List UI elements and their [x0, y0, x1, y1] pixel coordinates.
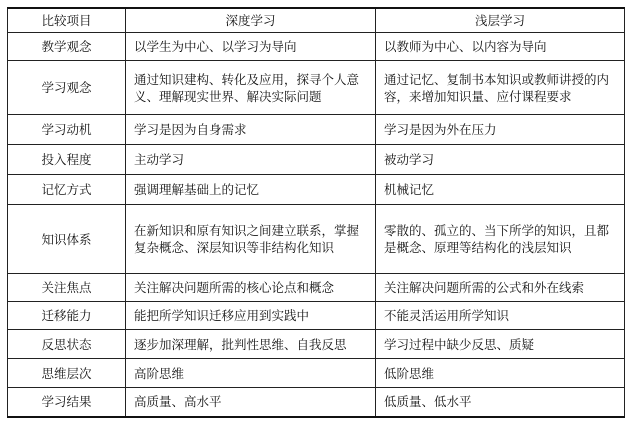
- row-item: 关注焦点: [8, 274, 126, 302]
- deep-vs-shallow-learning-table: [7, 7, 625, 418]
- comparison-table-container: [7, 7, 624, 418]
- table-row: [8, 61, 625, 115]
- row-shallow: 以教师为中心、以内容为导向: [376, 33, 625, 61]
- row-item: 迁移能力: [8, 302, 126, 330]
- table-row: [8, 388, 625, 417]
- header-deep-learning: 深度学习: [126, 8, 376, 33]
- row-deep: 强调理解基础上的记忆: [126, 175, 376, 205]
- row-item: 知识体系: [8, 205, 126, 274]
- table-row: [8, 115, 625, 145]
- row-shallow: 学习是因为外在压力: [376, 115, 625, 145]
- row-deep: 能把所学知识迁移应用到实践中: [126, 302, 376, 330]
- row-item: 记忆方式: [8, 175, 126, 205]
- row-item: 学习观念: [8, 61, 126, 115]
- table-row: [8, 330, 625, 359]
- row-deep: 在新知识和原有知识之间建立联系，掌握复杂概念、深层知识等非结构化知识: [126, 205, 376, 274]
- table-row: [8, 359, 625, 388]
- header-item: 比较项目: [8, 8, 126, 33]
- row-shallow: 低质量、低水平: [376, 388, 625, 417]
- table-row: [8, 274, 625, 302]
- row-item: 思维层次: [8, 359, 126, 388]
- table-row: [8, 205, 625, 274]
- row-deep: 主动学习: [126, 145, 376, 175]
- row-shallow: 通过记忆、复制书本知识或教师讲授的内容，来增加知识量、应付课程要求: [376, 61, 625, 115]
- row-shallow: 不能灵活运用所学知识: [376, 302, 625, 330]
- row-shallow: 零散的、孤立的、当下所学的知识，且都是概念、原理等结构化的浅层知识: [376, 205, 625, 274]
- row-item: 学习结果: [8, 388, 126, 417]
- table-row: [8, 175, 625, 205]
- table-row: [8, 302, 625, 330]
- row-deep: 逐步加深理解，批判性思维、自我反思: [126, 330, 376, 359]
- row-deep: 通过知识建构、转化及应用，探寻个人意义、理解现实世界、解决实际问题: [126, 61, 376, 115]
- table-row: [8, 33, 625, 61]
- row-shallow: 被动学习: [376, 145, 625, 175]
- header-shallow-learning: 浅层学习: [376, 8, 625, 33]
- table-row: [8, 145, 625, 175]
- row-item: 学习动机: [8, 115, 126, 145]
- row-shallow: 学习过程中缺少反思、质疑: [376, 330, 625, 359]
- row-item: 投入程度: [8, 145, 126, 175]
- row-deep: 学习是因为自身需求: [126, 115, 376, 145]
- row-deep: 关注解决问题所需的核心论点和概念: [126, 274, 376, 302]
- row-shallow: 低阶思维: [376, 359, 625, 388]
- row-shallow: 关注解决问题所需的公式和外在线索: [376, 274, 625, 302]
- row-deep: 高质量、高水平: [126, 388, 376, 417]
- row-shallow: 机械记忆: [376, 175, 625, 205]
- table-header-row: [8, 8, 625, 33]
- row-item: 教学观念: [8, 33, 126, 61]
- row-deep: 以学生为中心、以学习为导向: [126, 33, 376, 61]
- row-deep: 高阶思维: [126, 359, 376, 388]
- row-item: 反思状态: [8, 330, 126, 359]
